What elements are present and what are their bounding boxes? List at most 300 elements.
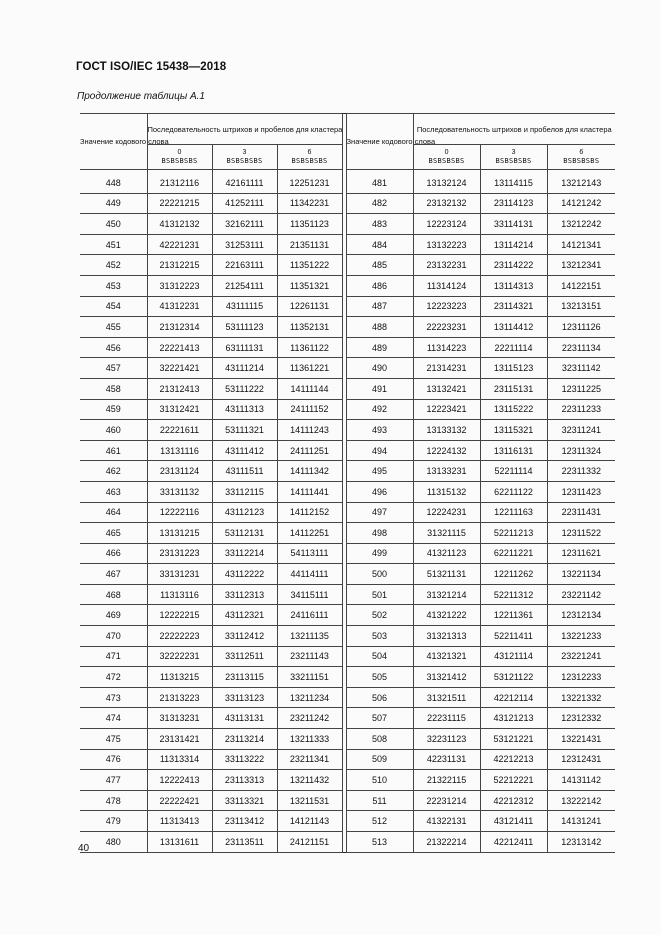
codeword-value-cell: 454: [80, 296, 147, 317]
sequence-cell: 11351123: [277, 214, 342, 235]
sequence-cell: 13116131: [480, 440, 547, 461]
sequence-cell: 13211432: [277, 770, 342, 791]
table-row: [80, 358, 615, 379]
sequence-cell: 43111313: [212, 399, 277, 420]
sequence-cell: 14131241: [547, 811, 615, 832]
sequence-cell: 32311241: [547, 420, 615, 441]
table-row: [80, 832, 615, 853]
codeword-value-cell: 507: [346, 708, 413, 729]
sequence-cell: 24121151: [277, 832, 342, 853]
sequence-cell: 24111251: [277, 440, 342, 461]
sequence-cell: 32162111: [212, 214, 277, 235]
sequence-cell: 23113214: [212, 729, 277, 750]
sequence-cell: 53111321: [212, 420, 277, 441]
sequence-cell: 63111131: [212, 337, 277, 358]
sequence-cell: 12211361: [480, 605, 547, 626]
sequence-cell: 31321313: [413, 626, 480, 647]
sequence-cell: 23114123: [480, 193, 547, 214]
sequence-cell: 12223421: [413, 399, 480, 420]
sequence-cell: 11361221: [277, 358, 342, 379]
sequence-cell: 41321123: [413, 543, 480, 564]
value-column-header: Значение кодового слова: [80, 114, 147, 170]
codeword-value-cell: 470: [80, 626, 147, 647]
codeword-value-cell: 503: [346, 626, 413, 647]
sequence-cell: 41322131: [413, 811, 480, 832]
sequence-cell: 23132132: [413, 193, 480, 214]
sequence-cell: 21312215: [147, 255, 212, 276]
codeword-value-cell: 502: [346, 605, 413, 626]
sequence-cell: 44114111: [277, 564, 342, 585]
table-row: [80, 708, 615, 729]
sequence-cell: 33114131: [480, 214, 547, 235]
codeword-value-cell: 488: [346, 317, 413, 338]
table-row: [80, 193, 615, 214]
table-header-row: [80, 114, 615, 145]
page-number: 40: [78, 843, 90, 854]
table-row: [80, 481, 615, 502]
table-row: [80, 337, 615, 358]
sequence-cell: 22221413: [147, 337, 212, 358]
sequence-cell: 42221231: [147, 234, 212, 255]
sequence-cell: 52211411: [480, 626, 547, 647]
sequence-cell: 13132124: [413, 170, 480, 194]
sequence-cell: 53112131: [212, 523, 277, 544]
codeword-value-cell: 482: [346, 193, 413, 214]
sequence-cell: 12311324: [547, 440, 615, 461]
sequence-cell: 42212114: [480, 687, 547, 708]
table-row: [80, 646, 615, 667]
sequence-cell: 21312314: [147, 317, 212, 338]
sequence-cell: 21322214: [413, 832, 480, 853]
sequence-cell: 23221241: [547, 646, 615, 667]
codeword-value-cell: 497: [346, 502, 413, 523]
sequence-cell: 33112115: [212, 481, 277, 502]
codeword-value-cell: 501: [346, 584, 413, 605]
table-row: [80, 564, 615, 585]
sequence-cell: 21313223: [147, 687, 212, 708]
sequence-cell: 13114115: [480, 170, 547, 194]
sequence-cell: 12312431: [547, 749, 615, 770]
codeword-value-cell: 506: [346, 687, 413, 708]
sequence-cell: 14122151: [547, 275, 615, 296]
sequence-cell: 33113222: [212, 749, 277, 770]
sequence-cell: 42231131: [413, 749, 480, 770]
sequence-cell: 33112412: [212, 626, 277, 647]
table-row: [80, 687, 615, 708]
sequence-cell: 23131223: [147, 543, 212, 564]
sequence-cell: 62211221: [480, 543, 547, 564]
sequence-cell: 14111342: [277, 461, 342, 482]
codeword-value-cell: 492: [346, 399, 413, 420]
codeword-value-cell: 467: [80, 564, 147, 585]
codeword-value-cell: 498: [346, 523, 413, 544]
table-row: [80, 523, 615, 544]
sequence-cell: 21322115: [413, 770, 480, 791]
sequence-cell: 12313142: [547, 832, 615, 853]
codeword-value-cell: 455: [80, 317, 147, 338]
sequence-cell: 21314231: [413, 358, 480, 379]
sequence-cell: 14111441: [277, 481, 342, 502]
codeword-value-cell: 471: [80, 646, 147, 667]
sequence-cell: 52212221: [480, 770, 547, 791]
codeword-value-cell: 510: [346, 770, 413, 791]
codeword-value-cell: 485: [346, 255, 413, 276]
cluster-header: 3 BSBSBSBS: [212, 145, 277, 170]
sequence-cell: 13131116: [147, 440, 212, 461]
codeword-value-cell: 461: [80, 440, 147, 461]
sequence-cell: 12223223: [413, 296, 480, 317]
sequence-cell: 54113111: [277, 543, 342, 564]
sequence-cell: 14111144: [277, 378, 342, 399]
sequence-cell: 11352131: [277, 317, 342, 338]
sequence-cell: 23113313: [212, 770, 277, 791]
sequence-cell: 12311423: [547, 481, 615, 502]
codeword-value-cell: 508: [346, 729, 413, 750]
sequence-cell: 23131124: [147, 461, 212, 482]
sequence-cell: 32311142: [547, 358, 615, 379]
sequence-cell: 12211262: [480, 564, 547, 585]
sequence-cell: 43112123: [212, 502, 277, 523]
codeword-value-cell: 475: [80, 729, 147, 750]
sequence-cell: 23131421: [147, 729, 212, 750]
sequence-cell: 23114321: [480, 296, 547, 317]
sequence-cell: 53121221: [480, 729, 547, 750]
sequence-cell: 13211135: [277, 626, 342, 647]
codeword-value-cell: 462: [80, 461, 147, 482]
sequence-cell: 13133132: [413, 420, 480, 441]
sequence-cell: 14112152: [277, 502, 342, 523]
sequence-cell: 43121213: [480, 708, 547, 729]
sequence-cell: 12251231: [277, 170, 342, 194]
sequence-cell: 22221215: [147, 193, 212, 214]
sequence-cell: 13212341: [547, 255, 615, 276]
sequence-cell: 12312233: [547, 667, 615, 688]
sequence-cell: 31321412: [413, 667, 480, 688]
sequence-cell: 12222413: [147, 770, 212, 791]
sequence-cell: 12312134: [547, 605, 615, 626]
sequence-cell: 23113412: [212, 811, 277, 832]
sequence-cell: 13115123: [480, 358, 547, 379]
sequence-cell: 12222215: [147, 605, 212, 626]
sequence-cell: 53111123: [212, 317, 277, 338]
table-row: [80, 440, 615, 461]
sequence-cell: 11313413: [147, 811, 212, 832]
sequence-cell: 52211114: [480, 461, 547, 482]
sequence-cell: 11342231: [277, 193, 342, 214]
codeword-value-cell: 505: [346, 667, 413, 688]
sequence-cell: 23211143: [277, 646, 342, 667]
sequence-cell: 33113123: [212, 687, 277, 708]
codeword-value-cell: 513: [346, 832, 413, 853]
sequence-cell: 31312223: [147, 275, 212, 296]
sequence-cell: 41321321: [413, 646, 480, 667]
sequence-cell: 12224132: [413, 440, 480, 461]
codeword-value-cell: 477: [80, 770, 147, 791]
cluster-header: 0 BSBSBSBS: [147, 145, 212, 170]
table-row: [80, 605, 615, 626]
sequence-cell: 11351222: [277, 255, 342, 276]
sequence-cell: 42212312: [480, 790, 547, 811]
sequence-cell: 12311126: [547, 317, 615, 338]
sequence-cell: 31253111: [212, 234, 277, 255]
codeword-value-cell: 459: [80, 399, 147, 420]
codeword-value-cell: 448: [80, 170, 147, 194]
sequence-cell: 31321214: [413, 584, 480, 605]
sequence-cell: 23211341: [277, 749, 342, 770]
table-row: [80, 729, 615, 750]
sequence-cell: 13212143: [547, 170, 615, 194]
sequence-cell: 43113131: [212, 708, 277, 729]
sequence-cell: 11313314: [147, 749, 212, 770]
codeword-value-cell: 500: [346, 564, 413, 585]
sequence-cell: 51321131: [413, 564, 480, 585]
codeword-value-cell: 466: [80, 543, 147, 564]
sequence-cell: 53111222: [212, 378, 277, 399]
sequence-cell: 11313215: [147, 667, 212, 688]
sequence-cell: 13221233: [547, 626, 615, 647]
sequence-cell: 43121114: [480, 646, 547, 667]
table-row: [80, 749, 615, 770]
sequence-cell: 42212411: [480, 832, 547, 853]
sequence-cell: 12223124: [413, 214, 480, 235]
table-row: [80, 214, 615, 235]
sequence-cell: 12312332: [547, 708, 615, 729]
sequence-cell: 32231123: [413, 729, 480, 750]
sequence-cell: 43111511: [212, 461, 277, 482]
sequence-cell: 42212213: [480, 749, 547, 770]
sequence-cell: 12311621: [547, 543, 615, 564]
codeword-value-cell: 465: [80, 523, 147, 544]
codeword-value-cell: 452: [80, 255, 147, 276]
sequence-cell: 13211234: [277, 687, 342, 708]
sequence-cell: 22231214: [413, 790, 480, 811]
sequence-cell: 41321222: [413, 605, 480, 626]
table-row: [80, 399, 615, 420]
codeword-value-cell: 469: [80, 605, 147, 626]
codeword-value-cell: 481: [346, 170, 413, 194]
sequence-cell: 33112214: [212, 543, 277, 564]
codeword-value-cell: 460: [80, 420, 147, 441]
codeword-value-cell: 486: [346, 275, 413, 296]
cluster-header: 6 BSBSBSBS: [547, 145, 615, 170]
sequence-cell: 33112511: [212, 646, 277, 667]
table-row: [80, 420, 615, 441]
sequence-cell: 52211213: [480, 523, 547, 544]
sequence-cell: 22223231: [413, 317, 480, 338]
codeword-value-cell: 476: [80, 749, 147, 770]
codeword-value-cell: 494: [346, 440, 413, 461]
table-row: [80, 543, 615, 564]
sequence-cell: 23221142: [547, 584, 615, 605]
codeword-value-cell: 480: [80, 832, 147, 853]
sequence-cell: 14112251: [277, 523, 342, 544]
sequence-cell: 33211151: [277, 667, 342, 688]
sequence-cell: 12261131: [277, 296, 342, 317]
sequence-cell: 14121341: [547, 234, 615, 255]
codeword-value-cell: 509: [346, 749, 413, 770]
codeword-value-cell: 472: [80, 667, 147, 688]
sequence-cell: 31321115: [413, 523, 480, 544]
sequence-cell: 13211531: [277, 790, 342, 811]
sequence-cell: 12222116: [147, 502, 212, 523]
table-row: [80, 626, 615, 647]
sequence-cell: 22311233: [547, 399, 615, 420]
codeword-value-cell: 450: [80, 214, 147, 235]
sequence-cell: 13211333: [277, 729, 342, 750]
sequence-cell: 52211312: [480, 584, 547, 605]
codeword-value-cell: 474: [80, 708, 147, 729]
sequence-cell: 13115321: [480, 420, 547, 441]
sequence-cell: 23132231: [413, 255, 480, 276]
codeword-value-cell: 495: [346, 461, 413, 482]
sequence-cell: 22222223: [147, 626, 212, 647]
sequence-cell: 22311134: [547, 337, 615, 358]
sequence-cell: 33112313: [212, 584, 277, 605]
sequence-cell: 23211242: [277, 708, 342, 729]
sequence-cell: 22221611: [147, 420, 212, 441]
sequence-cell: 23113511: [212, 832, 277, 853]
sequence-cell: 22163111: [212, 255, 277, 276]
sequence-cell: 23115131: [480, 378, 547, 399]
sequence-cell: 32222231: [147, 646, 212, 667]
sequence-cell: 13213151: [547, 296, 615, 317]
sequence-cell: 14121143: [277, 811, 342, 832]
sequence-cell: 22311332: [547, 461, 615, 482]
codeword-value-cell: 491: [346, 378, 413, 399]
sequence-cell: 21254111: [212, 275, 277, 296]
codeword-value-cell: 473: [80, 687, 147, 708]
sequence-cell: 13132421: [413, 378, 480, 399]
codeword-value-cell: 512: [346, 811, 413, 832]
cluster-header: 3 BSBSBSBS: [480, 145, 547, 170]
sequence-cell: 22222421: [147, 790, 212, 811]
table-row: [80, 461, 615, 482]
sequence-cell: 33131231: [147, 564, 212, 585]
codeword-value-cell: 487: [346, 296, 413, 317]
codeword-table: [80, 113, 615, 853]
sequence-cell: 23113115: [212, 667, 277, 688]
sequence-cell: 43111412: [212, 440, 277, 461]
sequence-cell: 13221332: [547, 687, 615, 708]
sequence-cell: 13131611: [147, 832, 212, 853]
sequence-cell: 24111152: [277, 399, 342, 420]
sequence-cell: 12311225: [547, 378, 615, 399]
sequence-cell: 41312132: [147, 214, 212, 235]
table-row: [80, 378, 615, 399]
sequence-cell: 32221421: [147, 358, 212, 379]
table-row: [80, 234, 615, 255]
page-header-title: ГОСТ ISO/IEC 15438—2018: [76, 61, 227, 73]
sequence-cell: 31312421: [147, 399, 212, 420]
table-caption: Продолжение таблицы А.1: [77, 91, 205, 102]
sequence-cell: 13222142: [547, 790, 615, 811]
codeword-value-cell: 456: [80, 337, 147, 358]
sequence-cell: 13221431: [547, 729, 615, 750]
sequence-cell: 53121122: [480, 667, 547, 688]
sequence-cell: 24116111: [277, 605, 342, 626]
sequence-cell: 13114214: [480, 234, 547, 255]
sequence-cell: 13133231: [413, 461, 480, 482]
codeword-value-cell: 457: [80, 358, 147, 379]
table-row: [80, 790, 615, 811]
sequence-column-header: Последовательность штрихов и пробелов для кластера: [147, 114, 342, 145]
sequence-cell: 62211122: [480, 481, 547, 502]
sequence-cell: 31321511: [413, 687, 480, 708]
codeword-value-cell: 458: [80, 378, 147, 399]
sequence-cell: 12311522: [547, 523, 615, 544]
codeword-value-cell: 490: [346, 358, 413, 379]
sequence-cell: 13114412: [480, 317, 547, 338]
sequence-cell: 14121242: [547, 193, 615, 214]
sequence-cell: 43111115: [212, 296, 277, 317]
sequence-cell: 43121411: [480, 811, 547, 832]
sequence-cell: 21312116: [147, 170, 212, 194]
table-row: [80, 170, 615, 194]
sequence-cell: 11315132: [413, 481, 480, 502]
codeword-value-cell: 483: [346, 214, 413, 235]
sequence-cell: 22311431: [547, 502, 615, 523]
sequence-cell: 43111214: [212, 358, 277, 379]
sequence-cell: 11361122: [277, 337, 342, 358]
table-row: [80, 667, 615, 688]
sequence-cell: 13132223: [413, 234, 480, 255]
codeword-value-cell: 479: [80, 811, 147, 832]
sequence-cell: 12211163: [480, 502, 547, 523]
sequence-cell: 11314223: [413, 337, 480, 358]
codeword-value-cell: 496: [346, 481, 413, 502]
sequence-cell: 22211114: [480, 337, 547, 358]
sequence-cell: 11314124: [413, 275, 480, 296]
sequence-cell: 21351131: [277, 234, 342, 255]
codeword-value-cell: 468: [80, 584, 147, 605]
sequence-cell: 41252111: [212, 193, 277, 214]
sequence-cell: 42161111: [212, 170, 277, 194]
codeword-value-cell: 493: [346, 420, 413, 441]
sequence-cell: 43112321: [212, 605, 277, 626]
codeword-value-cell: 451: [80, 234, 147, 255]
sequence-cell: 13115222: [480, 399, 547, 420]
sequence-cell: 34115111: [277, 584, 342, 605]
sequence-cell: 13212242: [547, 214, 615, 235]
sequence-cell: 43112222: [212, 564, 277, 585]
codeword-value-cell: 464: [80, 502, 147, 523]
sequence-cell: 13131215: [147, 523, 212, 544]
table-row: [80, 770, 615, 791]
sequence-cell: 22231115: [413, 708, 480, 729]
codeword-value-cell: 504: [346, 646, 413, 667]
value-column-header: Значение кодового слова: [346, 114, 413, 170]
codeword-value-cell: 484: [346, 234, 413, 255]
codeword-value-cell: 499: [346, 543, 413, 564]
sequence-cell: 11313116: [147, 584, 212, 605]
codeword-value-cell: 511: [346, 790, 413, 811]
sequence-column-header: Последовательность штрихов и пробелов для кластера: [413, 114, 615, 145]
codeword-value-cell: 449: [80, 193, 147, 214]
table-row: [80, 317, 615, 338]
table-row: [80, 584, 615, 605]
sequence-cell: 12224231: [413, 502, 480, 523]
cluster-header: 6 BSBSBSBS: [277, 145, 342, 170]
codeword-value-cell: 453: [80, 275, 147, 296]
sequence-cell: 13114313: [480, 275, 547, 296]
table-row: [80, 275, 615, 296]
cluster-header: 0 BSBSBSBS: [413, 145, 480, 170]
codeword-value-cell: 463: [80, 481, 147, 502]
sequence-cell: 14131142: [547, 770, 615, 791]
table-row: [80, 255, 615, 276]
sequence-cell: 41312231: [147, 296, 212, 317]
codeword-value-cell: 489: [346, 337, 413, 358]
